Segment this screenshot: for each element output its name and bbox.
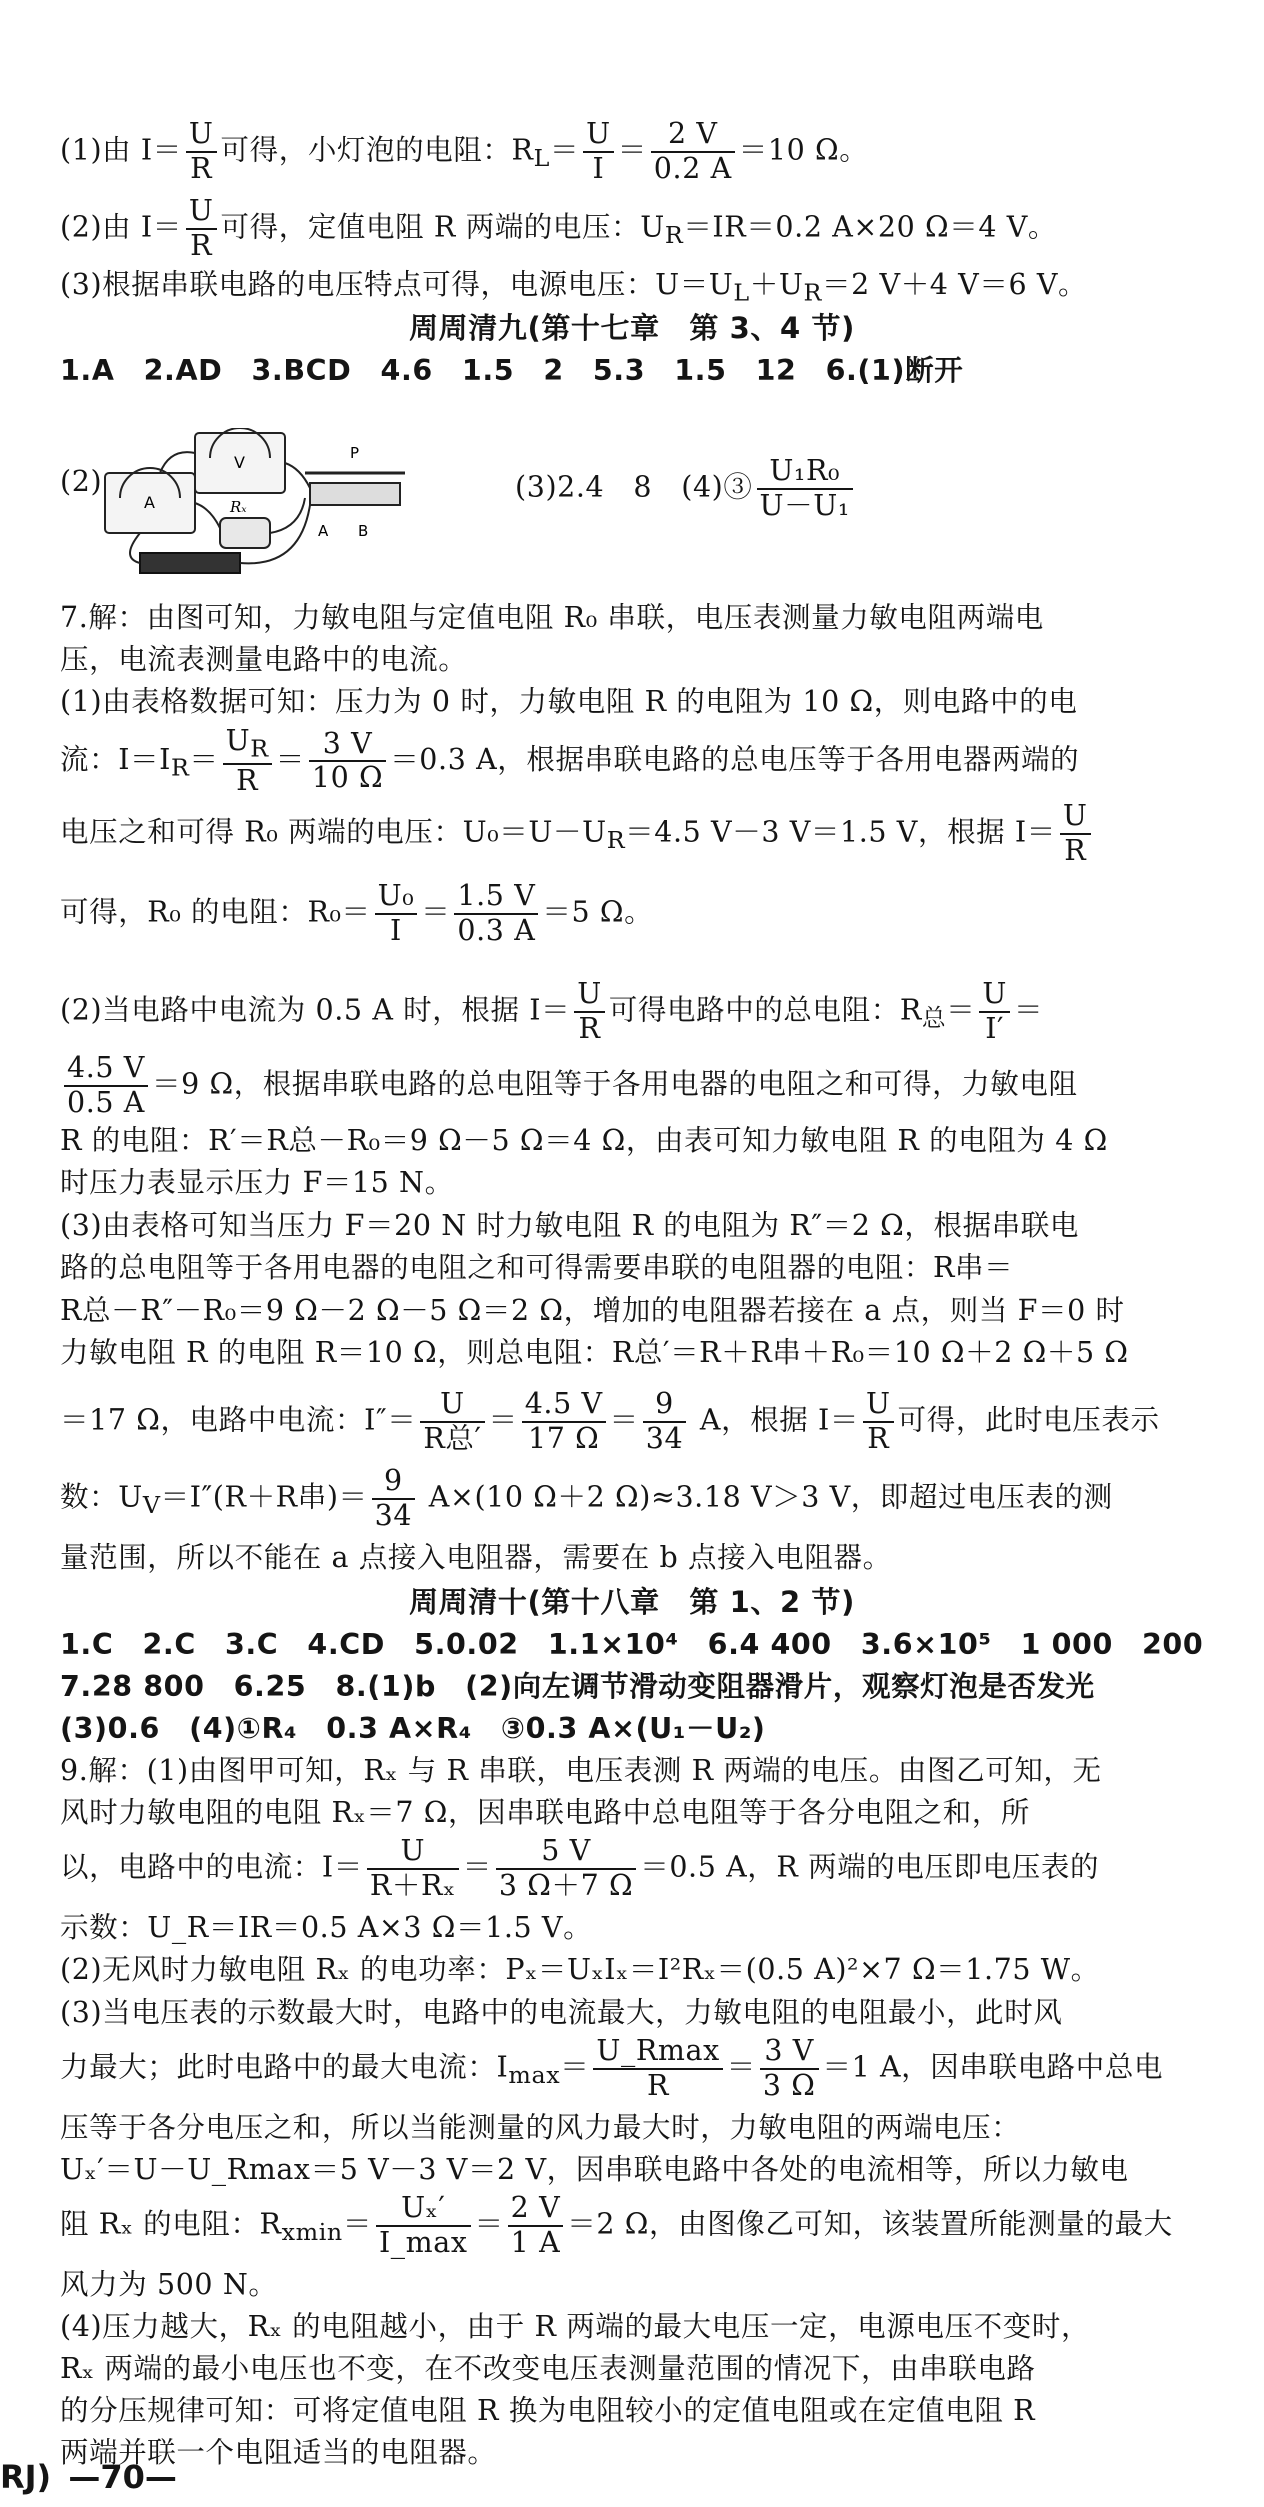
q7-line8: $\frac{4.5 V}{0.5 A}$ ＝9 Ω，根据串联电路的总电阻等于各用电器的电阻之和可得，力敏电阻	[60, 1052, 1234, 1120]
q9-line4: 示数：U_R＝IR＝0.5 A×3 Ω＝1.5 V。	[60, 1911, 593, 1944]
resistor-label: Rₓ	[230, 498, 247, 516]
q7-line12: 路的总电阻等于各用电器的电阻之和可得需要串联的电阻器的电阻：R串＝	[60, 1251, 1014, 1284]
page-number: —70—	[68, 2458, 177, 2496]
q9-line8: 压等于各分电压之和，所以当能测量的风力最大时，力敏电阻的两端电压：	[60, 2111, 1021, 2144]
q9-line5: (2)无风时力敏电阻 Rₓ 的电功率：Pₓ＝UₓIₓ＝I²Rₓ＝(0.5 A)²×7 Ω＝1.75 W。	[60, 1953, 1100, 1986]
answers-week-10-line1: 1.C 2.C 3.C 4.CD 5.0.02 1.1×10⁴ 6.4 400 3.6×10⁵ 1 000 200	[60, 1628, 1204, 1661]
terminal-b-label: B	[358, 522, 369, 540]
line-q3: (3)根据串联电路的电压特点可得，电源电压：$U=U_L+U_R=2$ V＋4 V＝6 V。	[60, 268, 1088, 307]
q7-line6: 可得，R₀ 的电阻：R₀＝ $\frac{\text{U₀}}{I}$ ＝ $\frac{1.5 V}{0.3 A}$ ＝5 Ω。	[60, 879, 654, 947]
q7-line10: 时压力表显示压力 F＝15 N。	[60, 1166, 454, 1199]
q9-line10: 阻 Rₓ 的电阻：$R_{xmin}=$ $\frac{\text{Uₓ′}}{I\_\max}$ ＝ $\frac{2 V}{1 A}$ ＝2 Ω，由图像乙可知，该装置所能测量的最大	[60, 2191, 1173, 2259]
q7-line4: 流：$I=I_R=$ $\frac{U_R}{R}$ ＝ $\frac{3 V}{10 \Omega}$ ＝0.3 A，根据串联电路的总电压等于各用电器两端的	[60, 724, 1080, 797]
page-footer	[0, 2458, 177, 2496]
line-q2: (2)由 I＝ $\frac{U}{R}$ 可得，定值电阻 R 两端的电压：$U_R=IR=0.2$ A×20 Ω＝4 V。	[60, 194, 1058, 262]
q9-line14: 的分压规律可知：可将定值电阻 R 换为电阻较小的定值电阻或在定值电阻 R	[60, 2394, 1036, 2427]
q7-line13: R总－R″－R₀＝9 Ω－2 Ω－5 Ω＝2 Ω，增加的电阻器若接在 a 点，则当 F＝0 时	[60, 1294, 1125, 1327]
answers-week-10-line2: 7.28 800 6.25 8.(1)b (2)向左调节滑动变阻器滑片，观察灯泡是否发光	[60, 1670, 1095, 1703]
slider-label: P	[350, 444, 360, 462]
heading-week-10: 周周清十(第十八章 第 1、2 节)	[409, 1585, 855, 1619]
answers-week-10-line3: (3)0.6 (4)①R₄ 0.3 A×R₄ ③0.3 A×(U₁－U₂)	[60, 1712, 766, 1745]
q7-line11: (3)由表格可知当压力 F＝20 N 时力敏电阻 R 的电阻为 R″＝2 Ω，根据串联电	[60, 1209, 1079, 1242]
q7-line2: 压，电流表测量电路中的电流。	[60, 643, 468, 676]
q9-line15: 两端并联一个电阻适当的电阻器。	[60, 2436, 497, 2469]
q7-line1: 7.解：由图可知，力敏电阻与定值电阻 R₀ 串联，电压表测量力敏电阻两端电	[60, 601, 1044, 634]
q7-line9: R 的电阻：R′＝R总－R₀＝9 Ω－5 Ω＝4 Ω，由表可知力敏电阻 R 的电阻为 4 Ω	[60, 1124, 1108, 1157]
q9-line1: 9.解：(1)由图甲可知，Rₓ 与 R 串联，电压表测 R 两端的电压。由图乙可知，无	[60, 1754, 1102, 1787]
q9-line9: Uₓ′＝U－U_Rmax＝5 V－3 V＝2 V，因串联电路中各处的电流相等，所以力敏电	[60, 2153, 1129, 2186]
q9-line6: (3)当电压表的示数最大时，电路中的电流最大，力敏电阻的电阻最小，此时风	[60, 1996, 1063, 2029]
q9-line2: 风时力敏电阻的电阻 Rₓ＝7 Ω，因串联电路中总电阻等于各分电阻之和，所	[60, 1796, 1031, 1829]
line-q1: (1)由 I＝ $\frac{U}{R}$ 可得，小灯泡的电阻：$R_L=$ $\frac{U}{I}$ ＝ $\frac{2 V}{0.2 A}$ ＝10 Ω。	[60, 117, 869, 185]
voltmeter-label: V	[234, 453, 245, 472]
q9-line11: 风力为 500 N。	[60, 2268, 278, 2301]
answers-week-9: 1.A 2.AD 3.BCD 4.6 1.5 2 5.3 1.5 12 6.(1)断开	[60, 354, 964, 387]
q9-line13: Rₓ 两端的最小电压也不变，在不改变电压表测量范围的情况下，由串联电路	[60, 2352, 1036, 2385]
circuit-diagram	[100, 428, 450, 578]
q7-line7: (2)当电路中电流为 0.5 A 时，根据 I＝ $\frac{U}{R}$ 可得电路中的总电阻：$R_总=$ $\frac{U}{I'}$ ＝	[60, 977, 1044, 1045]
q7-line15: ＝17 Ω，电路中电流：I″＝ $\frac{U}{\text{R总′}}$ ＝ $\frac{4.5 V}{17 \Omega}$ ＝ $\frac{9}{34}$ A，根据 I＝ $\frac{U}{R}$ 可得，此时电压表示	[60, 1387, 1160, 1455]
q7-line17: 量范围，所以不能在 a 点接入电阻器，需要在 b 点接入电阻器。	[60, 1541, 892, 1574]
q7-line5: 电压之和可得 R₀ 两端的电压：$U_0=U-U_R=4.5$ V－3 V＝1.5 V，根据 I＝ $\frac{U}{R}$	[60, 800, 1234, 868]
q9-line12: (4)压力越大，Rₓ 的电阻越小，由于 R 两端的最大电压一定，电源电压不变时，	[60, 2310, 1091, 2343]
heading-week-9: 周周清九(第十七章 第 3、4 节)	[409, 311, 855, 345]
q9-line3: 以，电路中的电流：I＝ $\frac{U}{\text{R＋Rₓ}}$ ＝ $\frac{5 V}{3 \Omega+7 \Omega}$ ＝0.5 A，R 两端的电压即电压表的	[60, 1834, 1100, 1902]
terminal-a-label: A	[318, 522, 329, 540]
q7-line14: 力敏电阻 R 的电阻 R＝10 Ω，则总电阻：R总′＝R＋R串＋R₀＝10 Ω＋2 Ω＋5 Ω	[60, 1336, 1129, 1369]
q7-line3: (1)由表格数据可知：压力为 0 时，力敏电阻 R 的电阻为 10 Ω，则电路中的电	[60, 685, 1078, 718]
answers-week-9-line2: (2)	[60, 465, 103, 498]
ammeter-label: A	[144, 493, 155, 512]
answers-week-9-line2b: (3)2.4 8 (4)③ $\frac{\text{U₁R₀}}{\text{U－U₁}}$	[515, 455, 1234, 523]
footer-label: RJ)	[0, 2458, 52, 2496]
q9-line7: 力最大；此时电路中的最大电流：$I_{max}=$ $\frac{U\_Rmax}{R}$ ＝ $\frac{3 V}{3 \Omega}$ ＝1 A，因串联电路中总电	[60, 2034, 1164, 2102]
q7-line16: 数：$U_V=I''(R+R$串)＝ $\frac{9}{34}$ A×(10 Ω＋2 Ω)≈3.18 V＞3 V，即超过电压表的测	[60, 1464, 1113, 1532]
